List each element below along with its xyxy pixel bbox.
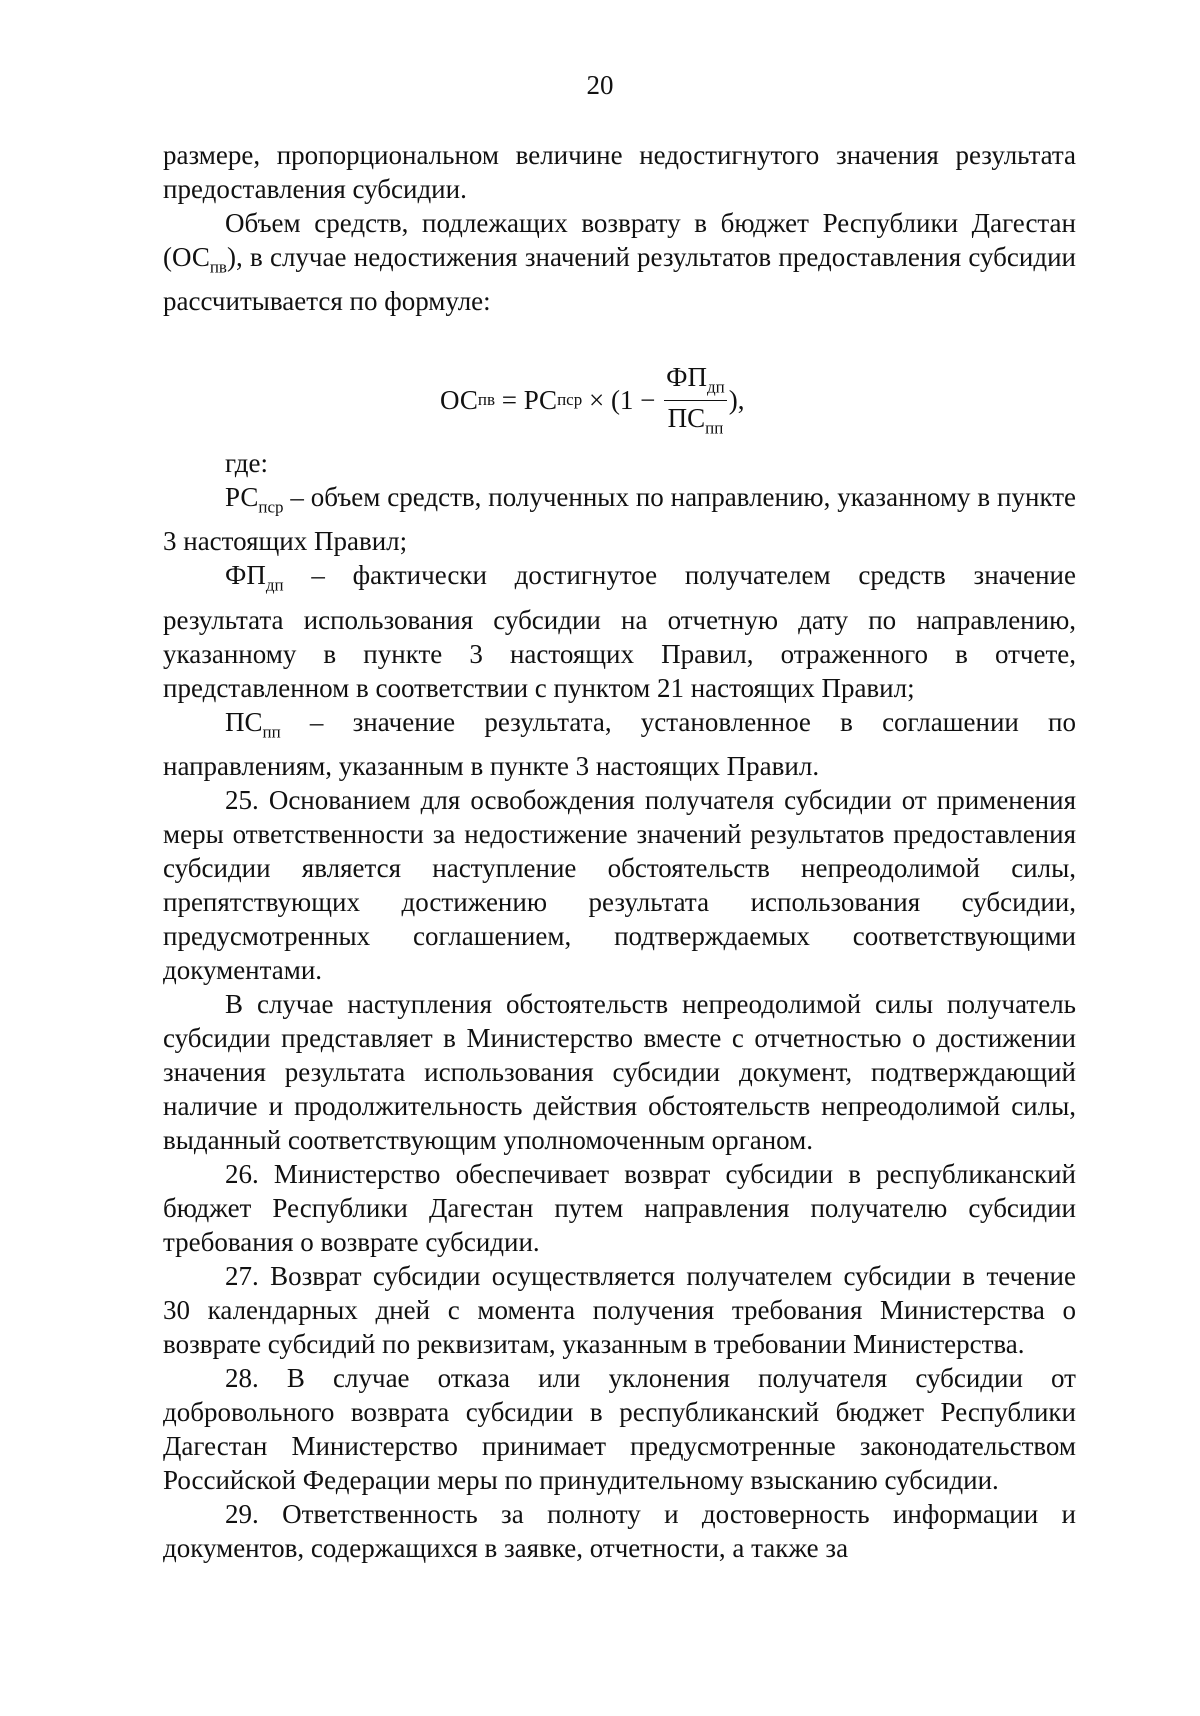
paragraph-formula-intro [163, 206, 1076, 318]
definition-ps [163, 705, 1076, 783]
def-text: – объем средств, полученных по направлению, указанному в пункте 3 настоящих Правил; [163, 482, 1076, 557]
formula-lhs-sub: пв [477, 390, 495, 409]
definition-fp [163, 558, 1076, 704]
def-text: – фактически достигнутое получателем средств значение результата использования субсидии на отчетную дату по направлению, указанному в пункте 3 настоящих Правил, отраженного в отчете, представленном в соответствии с пунктом 21 настоящих Правил; [163, 560, 1076, 703]
formula-fraction [664, 362, 727, 438]
intro-block [163, 138, 1076, 318]
formula-times: × (1 − [582, 384, 663, 415]
def-symbol: ФП [225, 560, 266, 591]
formula-equals: = [494, 384, 524, 415]
def-text: – значение результата, установленное в соглашении по направлениям, указанным в пункте 3 настоящих Правил. [163, 706, 1076, 782]
numerator-symbol: ФП [666, 362, 708, 393]
paragraph-26: 26. Министерство обеспечивает возврат субсидии в республиканский бюджет Республики Дагестан путем направления получателю субсидии требования о возврате субсидии. [163, 1159, 1076, 1258]
denominator-symbol: ПС [667, 402, 706, 433]
def-subscript: пср [258, 497, 284, 517]
paragraph-29: 29. Ответственность за полноту и достоверность информации и документов, содержащихся в заявке, отчетности, а также за [163, 1499, 1076, 1564]
subscript: пв [209, 257, 227, 277]
formula-lhs: ОС [440, 384, 478, 415]
paragraph-25: 25. Основанием для освобождения получателя субсидии от применения меры ответственности за недостижение значений результатов предоставления субсидии является наступление обстоятельств непреодолимой силы, препятствующих достижению результата использования субсидии, предусмотренных соглашением, подтверждаемых соответствующими документами. [163, 785, 1076, 986]
paragraph-continuation: размере, пропорциональном величине недостигнутого значения результата предоставления субсидии. [163, 140, 1076, 204]
fraction-numerator [664, 362, 727, 400]
def-symbol: РС [225, 482, 259, 512]
formula-rs-sub: пср [557, 390, 583, 409]
definition-rs [163, 480, 1076, 558]
denominator-sub: пп [705, 417, 724, 437]
paragraph-28: 28. В случае отказа или уклонения получателя субсидии от добровольного возврата субсидии в республиканский бюджет Республики Дагестан Министерство принимает предусмотренные законодательством Российской Федерации меры по принудительному взысканию субсидии. [163, 1363, 1076, 1496]
text-segment: Объем средств, подлежащих возврату в бюджет Республики Дагестан (ОС [163, 208, 1076, 272]
def-subscript: пп [262, 722, 281, 742]
formula-rs: РС [523, 384, 558, 415]
formula [440, 360, 745, 440]
fraction-denominator [666, 401, 726, 438]
numerator-sub: дп [707, 377, 725, 397]
def-symbol: ПС [225, 706, 263, 737]
formula-close: ), [728, 384, 745, 415]
def-subscript: дп [265, 575, 284, 595]
paragraph-25-continued: В случае наступления обстоятельств непреодолимой силы получатель субсидии представляет в Министерство вместе с отчетностью о достижении значения результата использования субсидии документ, подтверждающий наличие и продолжительность действия обстоятельств непреодолимой силы, выданный соответствующим уполномоченным органом. [163, 989, 1076, 1156]
where-label: где: [225, 448, 268, 478]
paragraph-27: 27. Возврат субсидии осуществляется получателем субсидии в течение 30 календарных дней с момента получения требования Министерства о возврате субсидий по реквизитам, указанным в требовании Министерства. [163, 1261, 1076, 1360]
definitions-block [163, 446, 1076, 1565]
page-number: 20 [586, 70, 614, 100]
text-segment: ), в случае недостижения значений результатов предоставления субсидии рассчитывается по формуле: [163, 242, 1076, 317]
